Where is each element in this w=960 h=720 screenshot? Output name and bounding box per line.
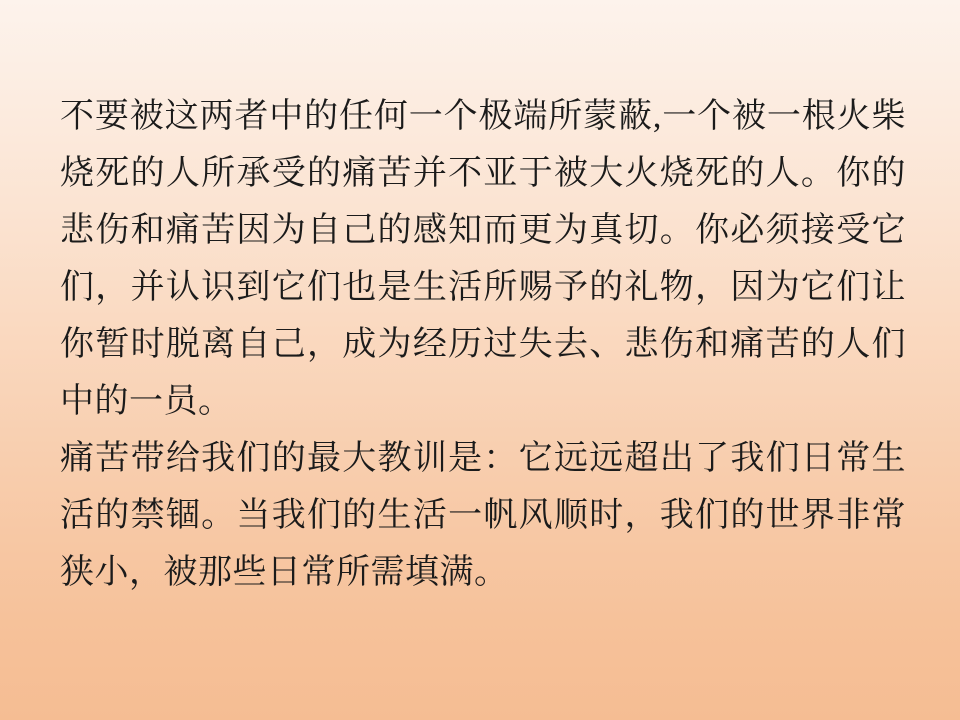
paragraph-1: 不要被这两者中的任何一个极端所蒙蔽,一个被一根火柴烧死的人所承受的痛苦并不亚于被大火烧死的人。你的悲伤和痛苦因为自己的感知而更为真切。你必须接受它们，并认识到它们也是生活所赐予的礼物，因为它们让你暂时脱离自己，成为经历过失去、悲伤和痛苦的人们中的一员。 [60, 98, 906, 420]
paragraph-2: 痛苦带给我们的最大教训是：它远远超出了我们日常生活的禁锢。当我们的生活一帆风顺时，我们的世界非常狭小，被那些日常所需填满。 [60, 440, 906, 591]
slide-text-body [60, 88, 906, 601]
